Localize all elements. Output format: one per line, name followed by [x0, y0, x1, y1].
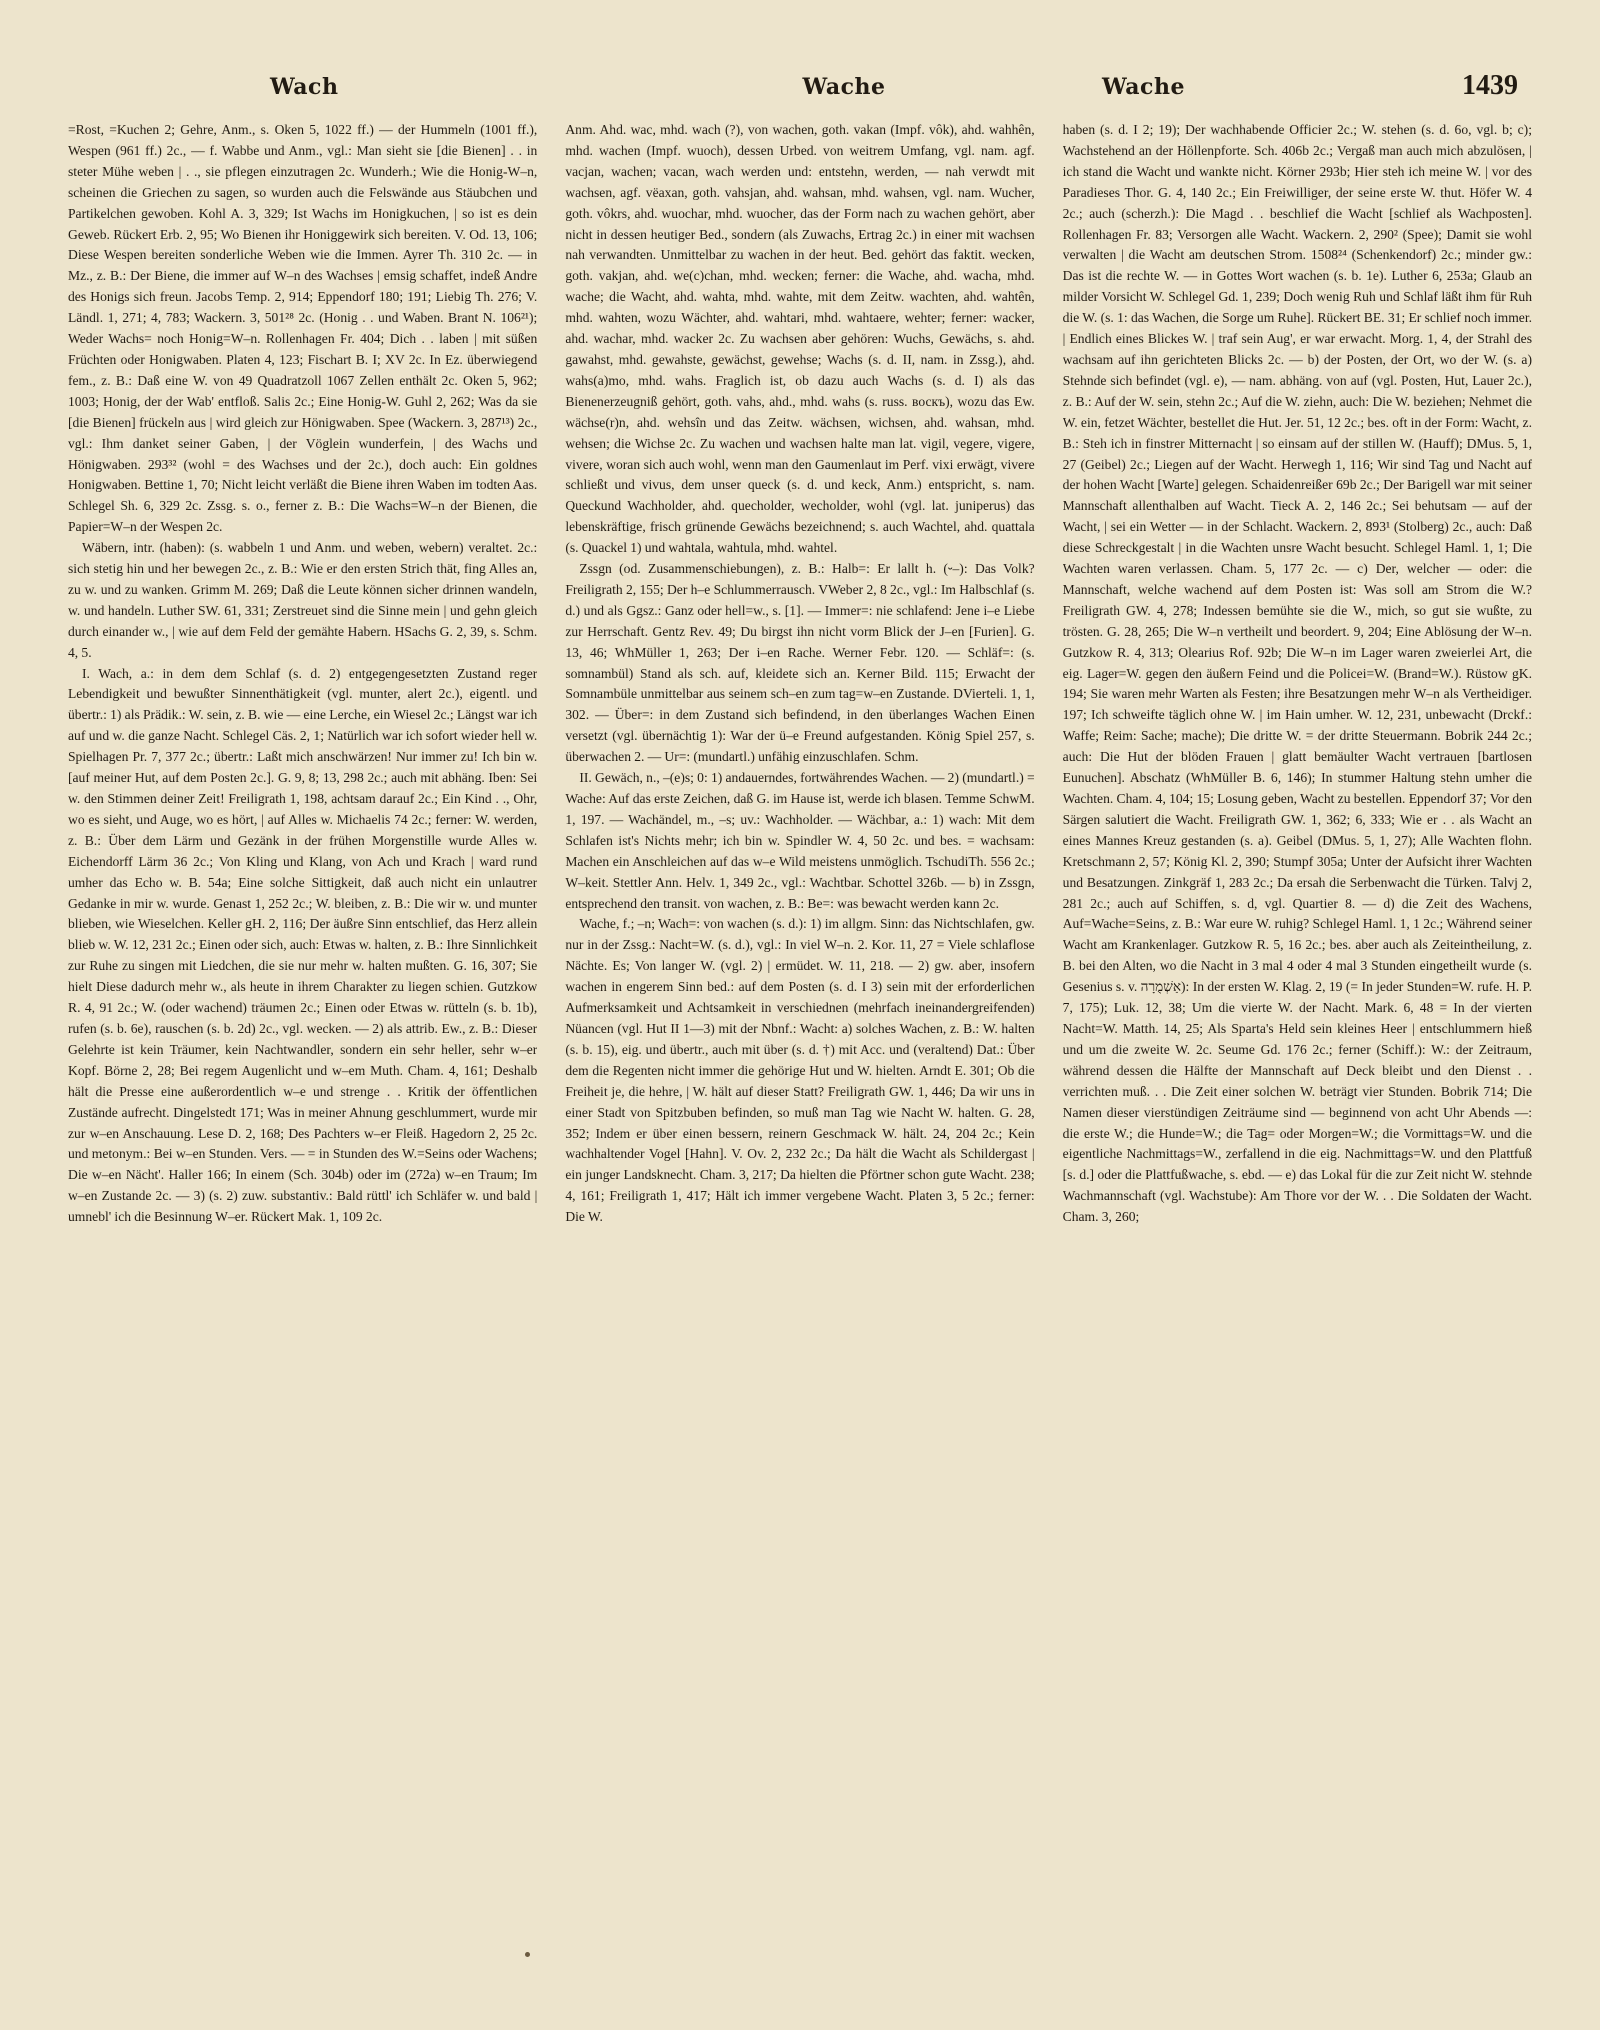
column-right: [1063, 120, 1532, 1980]
text-columns: [60, 120, 1540, 1980]
paragraph: haben (s. d. I 2; 19); Der wachhabende Officier 2c.; W. stehen (s. d. 6o, vgl. b; c); Wachstehend an der Höllenpforte. Sch. 406b 2c.; Vergaß man auch mich abzulösen, | ich stand die Wacht und wankte nicht. Körner 293b; Hier steh ich meine W. | vor des Paradieses Thor. G. 4, 140 2c.; Ein Freiwilliger, der seine erste W. thut. Höfer W. 4 2c.; auch (scherzh.): Die Magd . . beschlief die Wacht [schlief als Wachposten]. Rollenhagen Fr. 83; Versorgen alle Wacht. Wackern. 2, 290² (Spee); Damit sie wohl verwalten | die Wacht am deutschen Strom. 1508²⁴ (Schenkendorf) 2c.; minder gw.: Das ist die rechte W. — in Gottes Wort wachen (s. b. 1e). Luther 6, 253a; Glaub an milder Vorsicht W. Schlegel Gd. 1, 239; Doch wenig Ruh und Schlaf läßt ihm für Ruh die W. (s. 1: das Wachen, die Sorge um Ruhe]. Rückert BE. 31; Er schlief noch immer. | Endlich eines Blickes W. | traf sein Aug', er war erwacht. Morg. 1, 4, der Strahl des wachsam auf ihn gerichteten Blicks 2c. — b) der Posten, der Ort, wo der W. (s. a) Stehnde sich befindet (vgl. e), — nam. abhäng. von auf (vgl. Posten, Hut, Lauer 2c.), z. B.: Auf der W. sein, stehn 2c.; Auf die W. ziehn, auch: Die W. beziehen; Nehmet die W. ein, fetzet Wächter, bestellet die Hut. Jer. 51, 12 2c.; bes. oft in der Form: Wacht, z. B.: Steh ich in finstrer Mitternacht | so einsam auf der stillen W. (Hauff); DMus. 5, 1, 27 (Geibel) 2c.; Liegen auf der Wacht. Herwegh 1, 116; Wir sind Tag und Nacht auf der hohen Wacht [Warte] gelegen. Schaidenreißer 69b 2c.; Der Barigell war mit seiner Mannschaft allenthalben auf Wacht. Tieck A. 2, 146 2c.; Sei behutsam — auf der Wacht, | sei ein Wetter — in der Schlacht. Wackern. 2, 893¹ (Stolberg) 2c., auch: Daß diese Schreckgestalt | in die Wachten unsre Wacht besucht. Schlegel Haml. 1, 1; Die Wachten waren verlassen. Cham. 5, 177 2c. — c) Der, welcher — oder: die Mannschaft, welche wachend auf dem Posten ist: Was soll am Strom die W.? Freiligrath GW. 4, 278; Indessen bemühte sie die W., mich, so gut sie wußte, zu trösten. G. 28, 265; Die W–n vertheilt und beordert. 9, 204; Eine Ablösung der W–n. Gutzkow R. 4, 313; Olearius Rof. 92b; Die W–n im Lager waren zweierlei Art, die eig. Lager=W. gegen den äußern Feind und die Policei=W. (Brand=W.). Rüstow gK. 194; Sie waren mehr Warten als Festen; ihre Besatzungen mehr W–n als Vertheidiger. 197; Ich schweifte täglich ohne W. | im Hain umher. W. 12, 231, unbewacht (Drckf.: Waffe; Reim: Sache; mache); Die dritte W. = der dritte Steuermann. Bobrik 244 2c.; auch: Die Hut der blöden Frauen | glatt bemäulter Wacht vertrauen [bartlosen Eunuchen]. Abschatz (WhMüller B. 6, 146); In stummer Haltung stehn umher die Wachten. Cham. 4, 104; 15; Losung geben, Wacht zu bestellen. Eppendorf 37; Vor den Särgen salutiert die Wacht. Freiligrath GW. 1, 362; 6, 333; Wie er . . als Wacht an eines Mannes Kreuz gestanden (s. a). Geibel (DMus. 5, 1, 27); Alle Wachten flohn. Kretschmann 2, 57; König Kl. 2, 390; Stumpf 305a; Unter der Aufsicht ihrer Wachten und Besatzungen. Zinkgräf 1, 283 2c.; Da ersah die Serbenwacht die Türken. Talvj 2, 281 2c.; auch auf Schiffen, s. d, vgl. Quartier 8. — d) die Zeit des Wachens, Auf=Wache=Seins, z. B.: War eure W. ruhig? Schlegel Haml. 1, 1 2c.; Während seiner Wacht am Krankenlager. Gutzkow R. 5, 16 2c.; bes. aber auch als Zeiteintheilung, z. B. bei den Alten, wo die Nacht in 3 mal 4 oder 4 mal 3 Stunden eingetheilt wurde (s. Gesenius s. v. אַשְׁמֻרָה): In der ersten W. Klag. 2, 19 (= In jeder Stunden=W. rufe. H. P. 7, 175); Luk. 12, 38; Um die vierte W. der Nacht. Mark. 6, 48 = In der vierten Nacht=W. Matth. 14, 25; Als Sparta's Held sein kleines Heer | entschlummern hieß und um die zweite W. 2c. Seume Gd. 176 2c.; ferner (Schiff.): W.: der Zeitraum, während dessen die Hälfte der Mannschaft auf Deck bleibt und den Dienst . . verrichten muß. . . Die Zeit einer solchen W. beträgt vier Stunden. Bobrik 714; Die Namen dieser vierstündigen Zeiträume sind — beginnend von acht Uhr Abends —: die erste W.; die Hunde=W.; die Tag= oder Morgen=W.; die Vormittags=W. und die eigentliche Nachmittags=W., zerfallend in die eig. Nachmittags=W. und den Plattfuß [s. d.] oder die Plattfußwache, s. ebd. — e) das Lokal für die zur Zeit nicht W. stehnde Wachmannschaft (vgl. Wachstube): Am Thore vor der W. . . Die Soldaten der Wacht. Cham. 3, 260;: [1062, 122, 1532, 1225]
paragraph: I. Wach, a.: in dem dem Schlaf (s. d. 2) entgegengesetzten Zustand reger Lebendigkeit und bewußter Sinnenthätigkeit (vgl. munter, alert 2c.), eigentl. und übertr.: 1) als Prädik.: W. sein, z. B. wie — eine Lerche, ein Wiesel 2c.; Längst war ich auf und w. die ganze Nacht. Schlegel Cäs. 2, 1; Natürlich war ich sofort wieder hell w. Spielhagen Pr. 7, 377 2c.; übertr.: Laßt mich anschwärzen! Nur immer zu! Ich bin w. [auf meiner Hut, auf dem Posten 2c.]. G. 9, 8; 13, 298 2c.; auch mit abhäng. Iben: Sei w. den Stimmen deiner Zeit! Freiligrath 1, 198, achtsam darauf 2c.; Ein Kind . ., Ohr, wo es sieht, und Auge, wo es hört, | auf Alles w. Michaelis 74 2c.; ferner: W. werden, z. B.: Über dem Lärm und Gezänk in der frühen Morgenstille wurde Alles w. Eichendorff Lärm 36 2c.; Von Kling und Klang, von Ach und Krach | ward rund umher das Echo w. B. 54a; Eine solche Sittigkeit, daß auch nicht ein unlautrer Gedanke in mir w. wurde. Genast 1, 252 2c.; W. bleiben, z. B.: Die wir w. und munter blieben, wie Wieselchen. Keller gH. 2, 116; Der äußre Sinn entschlief, das Herz allein blieb w. W. 12, 231 2c.; Einen oder sich, auch: Etwas w. halten, z. B.: Ihre Sinnlichkeit zur Ruhe zu singen mit Liedchen, die sie nur mehr w. halten mußten. G. 16, 307; Sie hielt Diese dadurch mehr w., als heute in ihrem Charakter zu liegen schien. Gutzkow R. 4, 91 2c.; W. (oder wachend) träumen 2c.; Einen oder Etwas w. rütteln (s. b. 1b), rufen (s. b. 6e), rauschen (s. b. 2d) 2c., vgl. wecken. — 2) als attrib. Ew., z. B.: Dieser Gelehrte ist kein Träumer, kein Nachtwandler, sondern ein sehr heller, sehr w–er Kopf. Börne 2, 28; Bei regem Augenlicht und w–em Muth. Cham. 4, 161; Deshalb hält die Presse eine außerordentlich w–e und strenge . . Kritik der öffentlichen Zustände aufrecht. Dingelstedt 171; Was in meiner Ahnung geschlummert, wurde mir zur w–en Anschauung. Lese D. 2, 168; Des Pachters w–er Fleiß. Hagedorn 2, 25 2c. und metonym.: Bei w–en Stunden. Vers. — = in Stunden des W.=Seins oder Wachens; Die w–en Nächt'. Haller 166; In einem (Sch. 304b) oder im (272a) w–en Traum; Im w–en Zustande 2c. — 3) (s. 2) zuw. substantiv.: Bald rüttl' ich Schläfer w. und bald | umnebl' ich die Besinnung W–er. Rückert Mak. 1, 109 2c.: [68, 665, 538, 1225]
paragraph: Wache, f.; –n; Wach=: von wachen (s. d.): 1) im allgm. Sinn: das Nichtschlafen, gw. nur in der Zssg.: Nacht=W. (s. d.), vgl.: In viel W–n. 2. Kor. 11, 27 = Viele schlaflose Nächte. Es; Von langer W. (vgl. 2) | ermüdet. W. 11, 218. — 2) gw. aber, insofern wachen in engerem Sinn bed.: auf dem Posten (s. d. I 3) sein mit der erforderlichen Aufmerksamkeit und Achtsamkeit in verschiednen (mehrfach ineinandergreifenden) Nüancen (vgl. Hut II 1—3) mit der Nbnf.: Wacht: a) solches Wachen, z. B.: W. halten (s. b. 15), eig. und übertr., auch mit über (s. d. †) mit Acc. und (veraltend) Dat.: Über dem die Regenten nicht immer die gehörige Hut und W. hielten. Arndt E. 301; Ob die Freiheit je, die hehre, | W. hält auf dieser Statt? Freiligrath GW. 1, 446; Da wir uns in einer Stadt von Spitzbuben befinden, so muß man Tag wie Nacht W. halten. G. 28, 352; Indem er über einen bessern, reinern Geschmack W. hält. 24, 204 2c.; Kein wachhaltender Vogel [Hahn]. V. Ov. 2, 232 2c.; Da hält die Wacht als Schildergast | ein junger Landsknecht. Cham. 3, 217; Da hielten die Pförtner schon gute Wacht. 238; 4, 161; Freiligrath 1, 417; Hält ich immer vergebene Wacht. Platen 3, 5 2c.; ferner: Die W.: [565, 916, 1035, 1225]
column-middle: [565, 120, 1034, 1980]
left-headword: Wach: [270, 74, 339, 100]
paragraph: II. Gewäch, n., –(e)s; 0: 1) andauerndes, fortwährendes Wachen. — 2) (mundartl.) = Wache: Auf das erste Zeichen, daß G. im Hause ist, werde ich blasen. Temme SchwM. 1, 197. — Wachändel, m., –s; uv.: Wachholder. — Wächbar, a.: 1) wach: Mit dem Schlafen ist's Nichts mehr; ich bin w. Spindler W. 4, 50 2c. und bes. = wachsam: Machen ein Anschleichen auf das w–e Wild meistens unmöglich. TschudiTh. 556 2c.; W–keit. Stettler Ann. Helv. 1, 349 2c., vgl.: Wachtbar. Schottel 326b. — b) in Zssgn, entsprechend den transit. von wachen, z. B.: Be=: was bewacht werden kann 2c.: [565, 770, 1035, 911]
page-number: 1439: [1462, 70, 1518, 101]
column-left: [68, 120, 537, 1980]
running-head: [60, 70, 1540, 120]
paragraph: =Rost, =Kuchen 2; Gehre, Anm., s. Oken 5, 1022 ff.) — der Hummeln (1001 ff.), Wespen (961 ff.) 2c., — f. Wabbe und Anm., vgl.: Man sieht sie [die Bienen] . . in steter Mühe weben | . ., sie pflegen einzutragen 2c. Wunderh.; Wie die Honig-W–n, scheinen die Griechen zu sagen, so wurden auch die Felswände aus Stäubchen und Partikelchen gewoben. Kohl A. 3, 329; Ist Wachs im Honigkuchen, | so ist es dein Geweb. Rückert Erb. 2, 95; Wo Bienen ihr Honiggewirk sich bereiten. V. Od. 13, 106; Diese Wespen bereiten sonderliche Weben wie die Immen. Ayrer Th. 310 2c. — in Mz., z. B.: Der Biene, die immer auf W–n des Wachses | emsig schaffet, indeß Andre des Honigs sich freun. Jacobs Temp. 2, 914; Eppendorf 180; 191; Liebig Th. 276; V. Ländl. 1, 271; 4, 783; Wackern. 3, 501²⁸ 2c. (Honig . . und Waben. Brant N. 106²¹); Weder Wachs= noch Honig=W–n. Rollenhagen Fr. 404; Dich . . laben | mit süßen Früchten oder Honigwaben. Platen 4, 123; Fischart B. I; XV 2c. In Ez. überwiegend fem., z. B.: Daß eine W. von 49 Quadratzoll 1067 Zellen enthält 2c. Oken 5, 962; 1003; Honig, der der Wab' entfloß. Salis 2c.; Eine Honig-W. Guhl 2, 262; Was da sie [die Bienen] frückeln aus | wird gleich zur Hönigwaben. Spee (Wackern. 3, 287¹³) 2c., vgl.: Ihm danket seiner Gaben, | der Vöglein wunderfein, | des Wachs und Hönigwaben. 293³² (wohl = des Wachses und der 2c.), doch auch: Ein goldnes Honigwaben. Bettine 1, 70; Nicht leicht verläßt die Biene ihren Waben im todten Aas. Schlegel Sh. 6, 329 2c. Zssg. s. o., ferner z. B.: Die Wachs=W–n der Bienen, die Papier=W–n der Wespen 2c.: [68, 122, 538, 535]
center-headword: Wache: [802, 74, 886, 100]
paragraph: Wäbern, intr. (haben): (s. wabbeln 1 und Anm. und weben, webern) veraltet. 2c.: sich stetig hin und her bewegen 2c., z. B.: Wie er den ersten Strich thät, fing Alles an, zu w. und zu wanken. Grimm M. 269; Daß die Leute können sicher drinnen wandeln, w. und handeln. Luther SW. 61, 331; Zerstreuet sind die Sinne mein | und gehn gleich durch einander w., | wie auf dem Feld der gemähte Habern. HSachs G. 2, 39, s. Schm. 4, 5.: [68, 540, 538, 660]
ink-dot: [525, 1952, 530, 1957]
right-headword: Wache: [1102, 74, 1185, 100]
paragraph: Anm. Ahd. wac, mhd. wach (?), von wachen, goth. vakan (Impf. vôk), ahd. wahhên, mhd. wachen (Impf. wuoch), dessen Urbed. von weitrem Umfang, vgl. nam. agf. vacjan, wachen; vacan, wach werden und: entstehn, werden, — nah verwdt mit wachsen, agf. vëaxan, goth. vahsjan, ahd. wahsan, mhd. wahsen, vgl. nam. Wucher, goth. vôkrs, ahd. wuochar, mhd. wuocher, das der Form nach zu wachen gehört, aber nicht in dessen heutiger Bed., sondern (als Zuwachs, Ertrag 2c.) in einer mit wachsen nah verwandten. Unmittelbar zu wachen in der heut. Bed. gehört das faktit. wecken, goth. vakjan, ahd. we(c)chan, mhd. wecken; ferner: die Wache, ahd. wacha, mhd. wache; die Wacht, ahd. wahta, mhd. wahte, mit dem Zeitw. wachten, ahd. wahtên, mhd. wahten, wozu Wächter, ahd. wahtari, mhd. wahtaere, wehter; ferner: wacker, ahd. wachar, mhd. wacker 2c. Zu wachsen aber gehören: Wuchs, Gewächs, s. ahd. gawahst, mhd. gewahste, gewächst, gewehse; Wachs (s. d. II, nam. in Zssg.), ahd. wahs(a)mo, mhd. wahs. Fraglich ist, ob dazu auch Wachs (s. d. I) als das Bienenerzeugniß gehört, goth. vahs, ahd., mhd. wahs (s. russ. воскъ), wozu das Ew. wächse(r)n, ahd. wehsîn und das Zeitw. wächsen, wichsen, ahd. wahsan, mhd. wehsen; die Wichse 2c. Zu wachen und wachsen halte man lat. vigil, vegere, vigere, vivere, woran sich auch wohl, wenn man den Gaumenlaut im Perf. vixi erwägt, vivere schließt und vivus, dem unser queck (s. d. und keck, Anm.) entspricht, s. nam. Queckund Wachholder, ahd. quecholder, wecholder, wohl (vgl. lat. juniperus) das lebenskräftige, frisch grünende Gewächs bezeichnend; s. auch Wachtel, ahd. quattala (s. Quackel 1) und wahtala, wahtula, mhd. wahtel.: [565, 122, 1035, 556]
paragraph: Zssgn (od. Zusammenschiebungen), z. B.: Halb=: Er lallt h. (⏑–): Das Volk? Freiligrath 2, 155; Der h–e Schlummerrausch. VWeber 2, 8 2c., vgl.: Im Halbschlaf (s. d.) und als Ggsz.: Ganz oder hell=w., s. [1]. — Immer=: nie schlafend: Jene i–e Liebe zur Herrschaft. Gentz Rev. 49; Du birgst ihn nicht vorm Blick der J–en [Furien]. G. 13, 46; WhMüller 1, 263; Der i–en Rache. Werner Febr. 120. — Schläf=: (s. somnambül) Stand als sch. auf, kleidete sich an. Kerner Bild. 115; Erwacht der Somnambüle unmittelbar aus seinem sch–en zum tag=w–en Zustande. DVierteli. 1, 1, 302. — Über=: in dem Zustand sich befindend, in den überlanges Wachen Einen versetzt (vgl. übernächtig 1): War der ü–e Freund aufgestanden. König Spiel 257, s. überwachen 2. — Ur=: (mundartl.) unfähig einzuschlafen. Schm.: [565, 561, 1035, 765]
